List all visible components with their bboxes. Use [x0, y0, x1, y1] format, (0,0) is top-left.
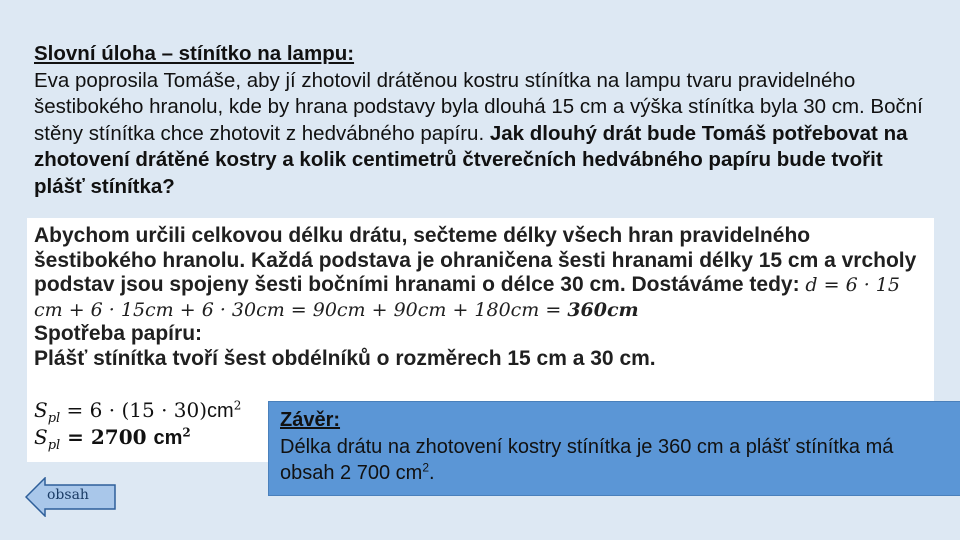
- assignment-heading: Slovní úloha – stínítko na lampu:: [34, 42, 355, 65]
- conclusion-text: Délka drátu na zhotovení kostry stínítka je 360 cm a plášť stínítka má obsah 2 700 $cm^2$.: [280, 436, 894, 484]
- paper-heading: Spotřeba papíru:: [34, 322, 203, 345]
- back-to-contents-button[interactable]: [25, 477, 117, 517]
- solution-text: [34, 224, 929, 371]
- paper-explanation: Plášť stínítka tvoří šest obdélníků o rozměrech 15 cm a 30 cm.: [34, 346, 656, 370]
- assignment-text: [34, 41, 939, 200]
- assignment-body: Eva poprosila Tomáše, aby jí zhotovil drátěnou kostru stínítka na lampu tvaru pravidelného šestibokého hranolu, kde by hrana podstavy byla dlouhá 15 cm a výška stínítka byla 30 cm. Boční stěny stínítka chce zhotovit z hedvábného papíru.: [34, 68, 923, 145]
- assignment-question: Jak dlouhý drát bude Tomáš potřebovat na zhotovení drátěné kostry a kolik centimetrů čtverečních hedvábného papíru bude tvořit plášť stínítka?: [34, 121, 908, 198]
- wire-formula: d = 6 · 15 cm + 6 · 15cm + 6 · 30cm = 90cm + 90cm + 180cm =: [34, 274, 900, 321]
- area-result: $S_{pl} = 2700$ $cm^2$: [34, 425, 191, 453]
- wire-explanation: Abychom určili celkovou délku drátu, sečteme délky všech hran pravidelného šestibokého hranolu. Každá podstava je ohraničena šesti hranami délky 15 cm a vrcholy podstav jsou spojeny šesti bočními hranami o délce 30 cm. Dostáváme tedy:: [34, 224, 917, 296]
- conclusion-box: [268, 401, 960, 496]
- conclusion-title: Závěr:: [280, 409, 341, 431]
- wire-result: 360cm: [567, 298, 639, 321]
- back-button-label: obsah: [47, 487, 89, 503]
- area-equation: $S_{pl} = 6 \cdot (15 \cdot 30)cm^2$: [34, 398, 242, 426]
